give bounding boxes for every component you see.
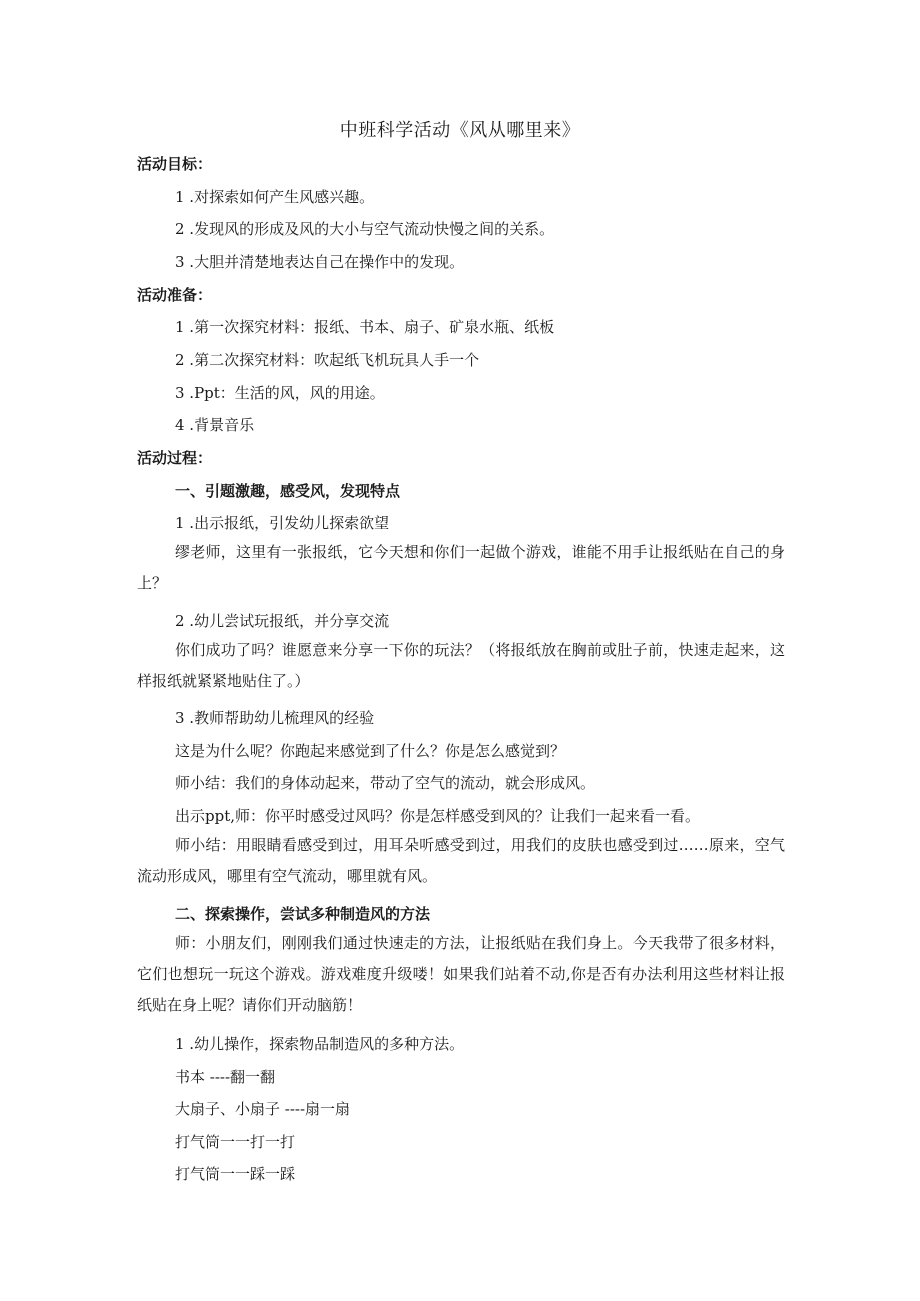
prep-item: 2 .第二次探究材料：吹起纸飞机玩具人手一个 <box>175 351 480 369</box>
paragraph: 出示ppt,师：你平时感受过风吗？你是怎样感受到风的？让我们一起来看一看。 <box>175 807 701 825</box>
goals-heading: 活动目标： <box>137 155 213 173</box>
method-item: 打气筒一一踩一踩 <box>175 1165 296 1183</box>
prep-item: 4 .背景音乐 <box>175 416 255 434</box>
goal-item: 3 .大胆并清楚地表达自己在操作中的发现。 <box>175 253 465 271</box>
process-heading: 活动过程： <box>137 449 213 467</box>
method-item: 打气筒一一打一打 <box>175 1133 296 1151</box>
prep-heading: 活动准备： <box>137 286 213 304</box>
paragraph: 师小结：我们的身体动起来，带动了空气的流动，就会形成风。 <box>175 774 596 792</box>
paragraph: 师：小朋友们，刚刚我们通过快速走的方法，让报纸贴在我们身上。今天我带了很多材料，它们也想玩一玩这个游戏。游戏难度升级喽！如果我们站着不动,你是否有办法利用这些材料让报纸贴在身上呢？请你们开动脑筋！ <box>137 934 785 1014</box>
step-item: 2 .幼儿尝试玩报纸，并分享交流 <box>175 612 390 630</box>
section-one-title: 一、引题激趣，感受风，发现特点 <box>175 482 401 500</box>
paragraph: 你们成功了吗？谁愿意来分享一下你的玩法？（将报纸放在胸前或肚子前，快速走起来，这样报纸就紧紧地贴住了。） <box>137 641 785 690</box>
paragraph: 缪老师，这里有一张报纸，它今天想和你们一起做个游戏，谁能不用手让报纸贴在自己的身上？ <box>137 543 785 592</box>
step-item: 3 .教师帮助幼儿梳理风的经验 <box>175 709 375 727</box>
prep-item: 1 .第一次探究材料：报纸、书本、扇子、矿泉水瓶、纸板 <box>175 318 555 336</box>
step-item: 1 .幼儿操作，探索物品制造风的多种方法。 <box>175 1035 465 1053</box>
step-item: 1 .出示报纸，引发幼儿探索欲望 <box>175 514 390 532</box>
goal-item: 1 .对探索如何产生风感兴趣。 <box>175 188 375 206</box>
method-item: 书本 ----翻一翻 <box>175 1068 276 1086</box>
goal-item: 2 .发现风的形成及风的大小与空气流动快慢之间的关系。 <box>175 220 555 238</box>
paragraph: 这是为什么呢？你跑起来感觉到了什么？你是怎么感觉到？ <box>175 742 566 760</box>
section-two-title: 二、探索操作，尝试多种制造风的方法 <box>175 905 431 923</box>
document-title: 中班科学活动《风从哪里来》 <box>339 120 581 141</box>
prep-item: 3 .Ppt：生活的风，风的用途。 <box>175 384 385 402</box>
method-item: 大扇子、小扇子 ----扇一扇 <box>175 1100 351 1118</box>
paragraph: 师小结：用眼睛看感受到过，用耳朵听感受到过，用我们的皮肤也感受到过……原来，空气流动形成风，哪里有空气流动，哪里就有风。 <box>137 836 785 885</box>
